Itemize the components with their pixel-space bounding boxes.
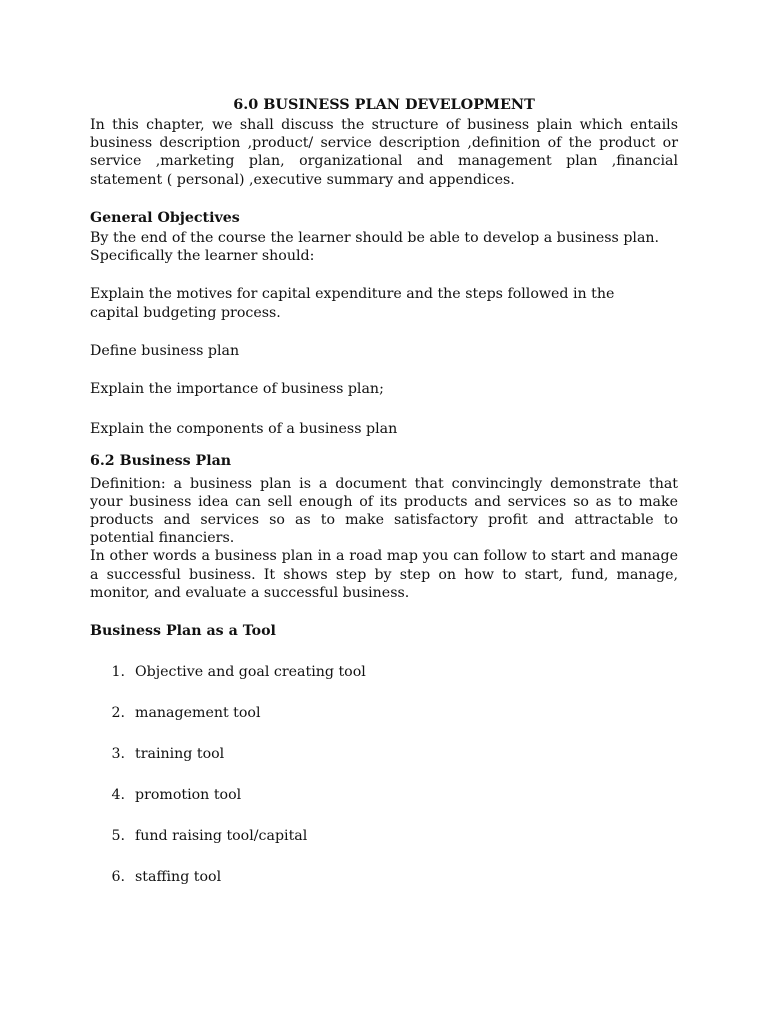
objective-item: Explain the components of a business plan	[90, 421, 398, 438]
tool-list	[90, 663, 678, 886]
business-plan-heading: 6.2 Business Plan	[90, 453, 232, 470]
list-item	[90, 868, 678, 886]
list-item	[90, 704, 678, 722]
objectives-line-1: By the end of the course the learner should be able to develop a business plan.	[90, 230, 660, 247]
list-text: management tool	[135, 705, 261, 722]
business-plan-other-words: In other words a business plan in a road map you can follow to start and manage a successful business. It shows step by step on how to start, fund, manage, monitor, and evaluate a successful business.	[90, 548, 678, 601]
objective-item: Explain the importance of business plan;	[90, 381, 384, 398]
objective-item: Explain the motives for capital expenditure and the steps followed in the capital budgeting process.	[90, 286, 615, 321]
list-item	[90, 663, 678, 681]
intro-paragraph: In this chapter, we shall discuss the structure of business plain which entails business description ,product/ service description ,definition of the product or service ,marketing plan, organizational and management plan ,financial statement ( personal) ,executive summary and appendices.	[90, 117, 678, 188]
list-text: fund raising tool/capital	[135, 828, 308, 845]
objective-item: Define business plan	[90, 342, 240, 359]
list-number: 4.	[111, 787, 125, 804]
list-number: 6.	[111, 869, 125, 886]
list-number: 1.	[111, 664, 125, 681]
list-text: Objective and goal creating tool	[135, 664, 366, 681]
objectives-list	[90, 285, 678, 438]
list-number: 2.	[111, 705, 125, 722]
list-text: staffing tool	[135, 869, 222, 886]
list-text: training tool	[135, 746, 225, 763]
list-item	[90, 827, 678, 845]
objectives-line-2: Specifically the learner should:	[90, 248, 315, 265]
tool-section-heading: Business Plan as a Tool	[90, 623, 276, 640]
business-plan-definition: Definition: a business plan is a document that convincingly demonstrate that your business idea can sell enough of its products and services so as to make products and services so as to make satisfactory profit and attractable to potential financiers.	[90, 475, 678, 547]
list-item	[90, 745, 678, 763]
list-number: 3.	[111, 746, 125, 763]
list-text: promotion tool	[135, 787, 242, 804]
list-item	[90, 786, 678, 804]
list-number: 5.	[111, 828, 125, 845]
document-title: 6.0 BUSINESS PLAN DEVELOPMENT	[233, 96, 535, 113]
document-page	[90, 96, 678, 886]
general-objectives-heading: General Objectives	[90, 209, 240, 226]
